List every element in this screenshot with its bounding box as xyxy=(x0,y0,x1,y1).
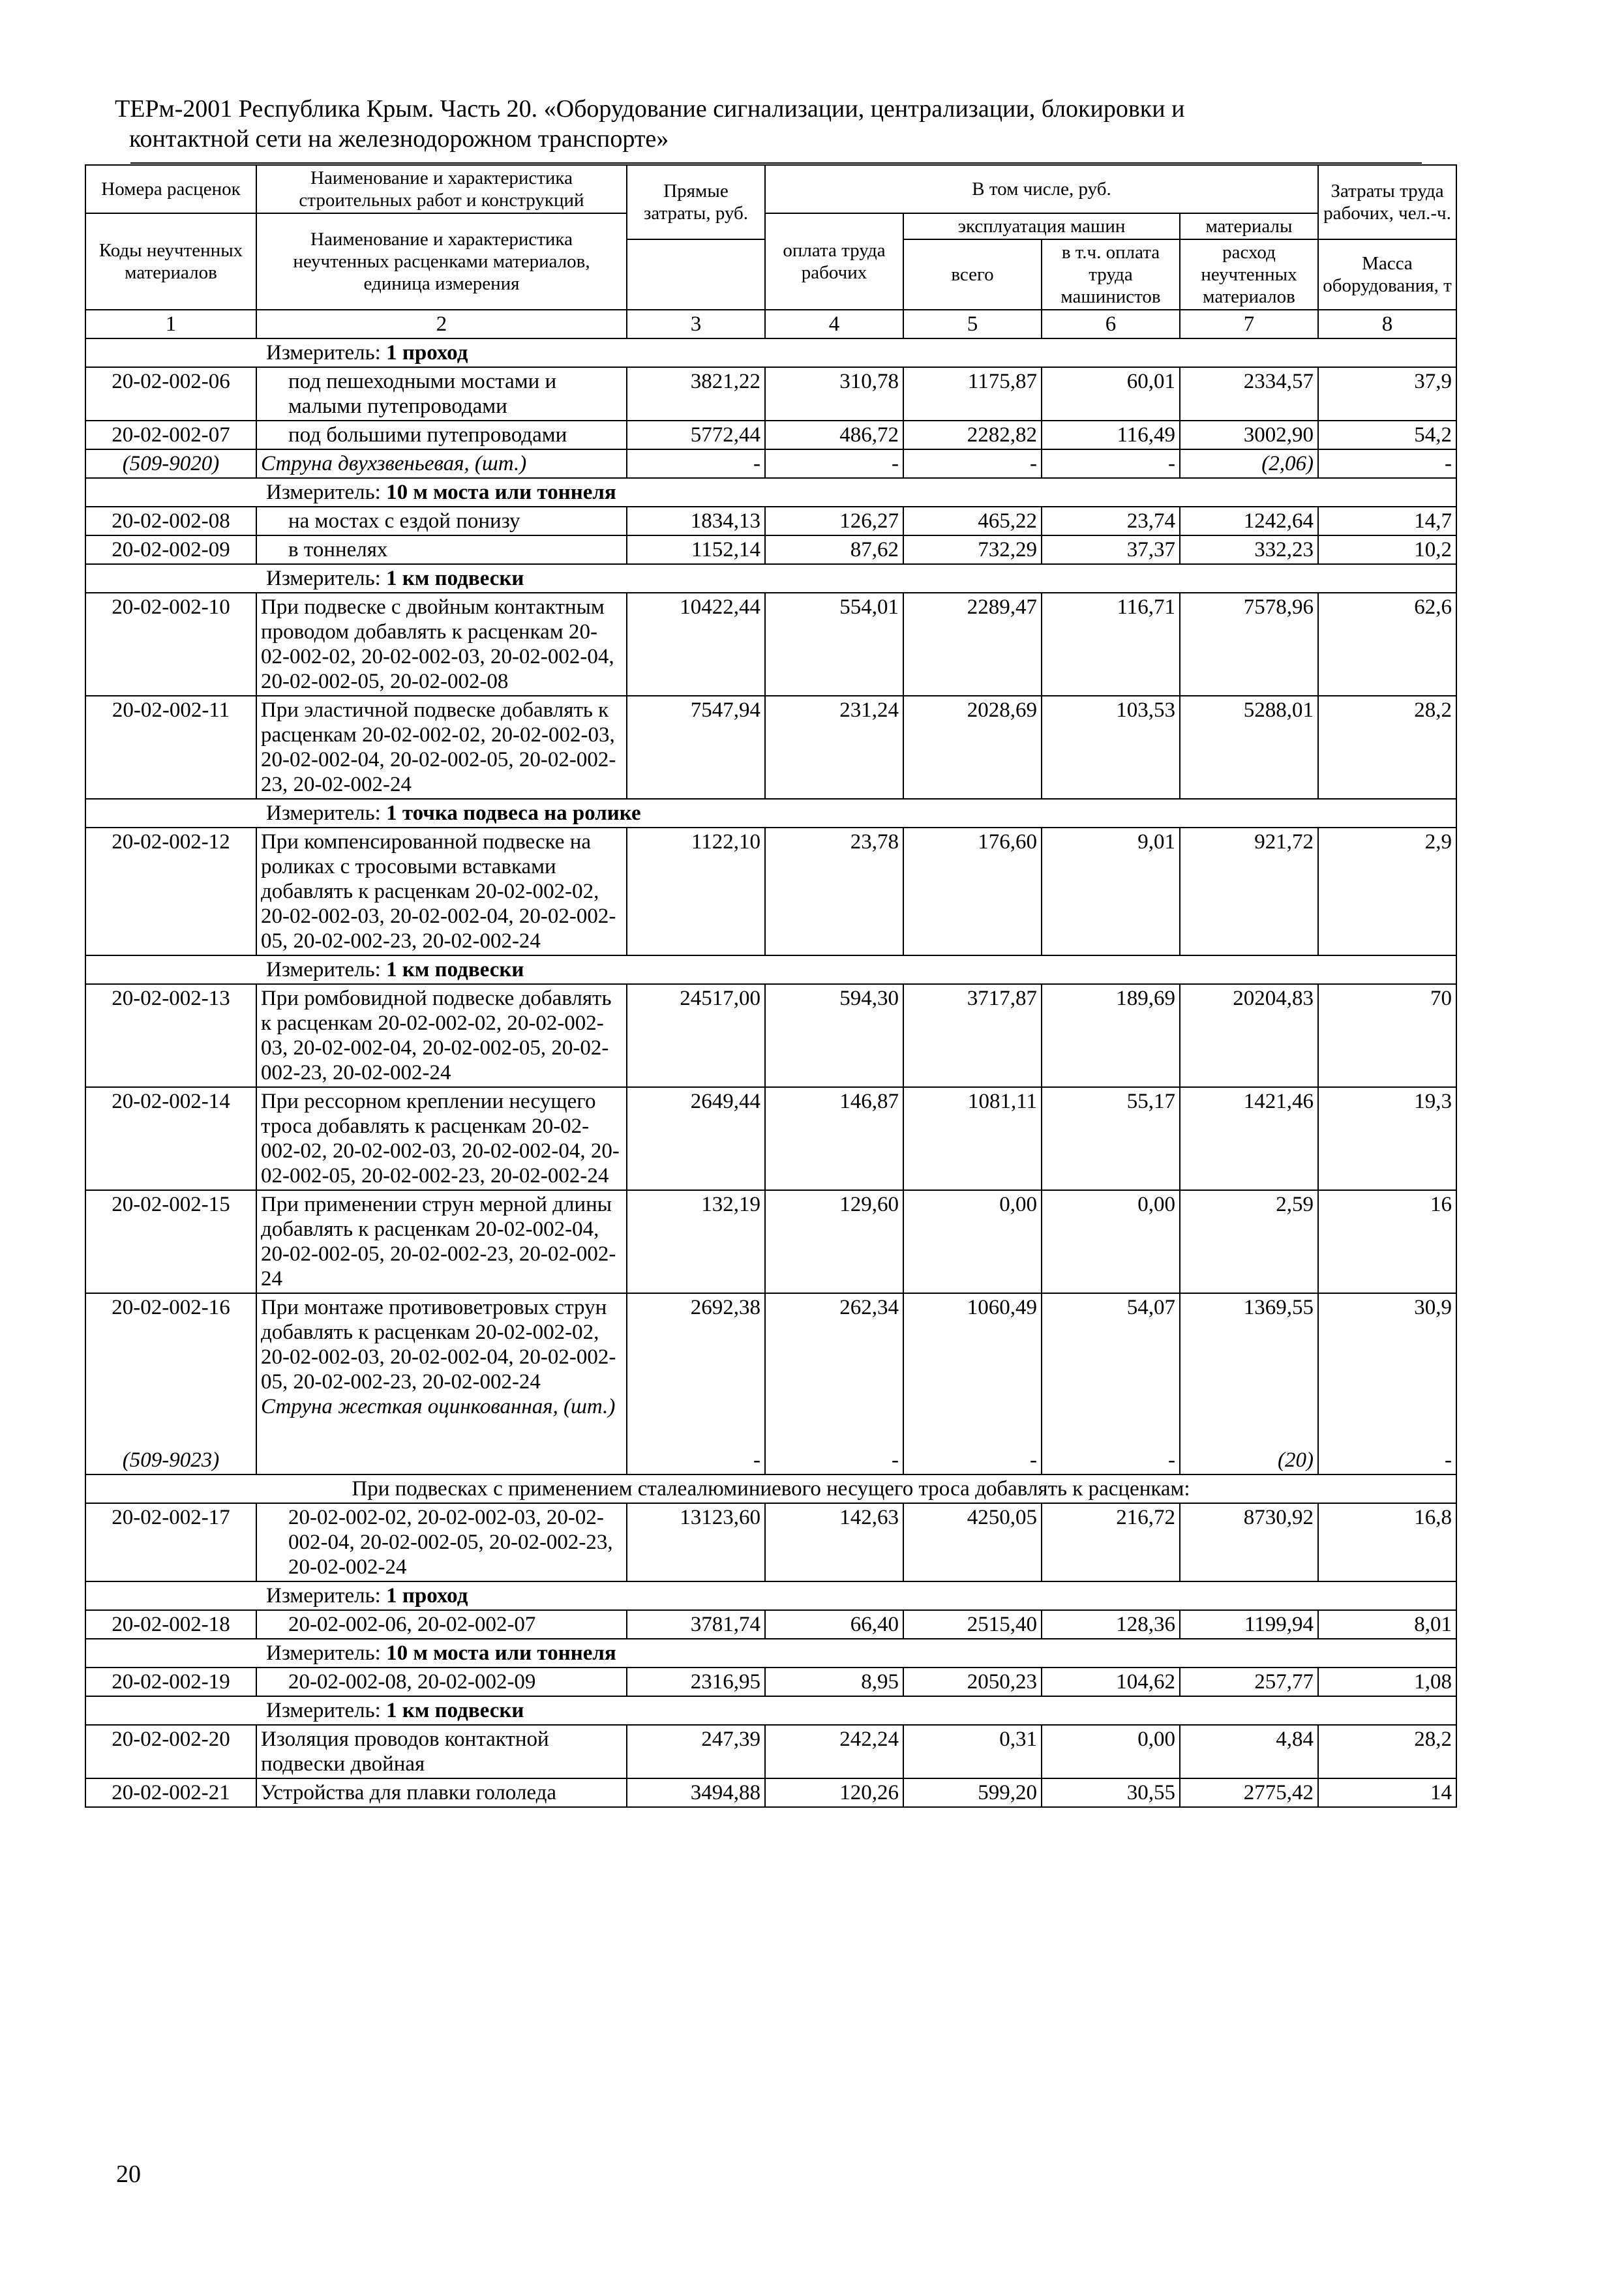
col2-header-top: Наименование и характеристика строительных работ и конструкций xyxy=(256,165,627,213)
rate-code: 20-02-002-11 xyxy=(85,696,256,799)
table-row xyxy=(85,828,1456,955)
material-value: - xyxy=(1168,1448,1175,1472)
table-row xyxy=(85,367,1456,421)
value-c4: 129,60 xyxy=(765,1190,903,1293)
value-c7: 5288,01 xyxy=(1180,696,1318,799)
value-c4: - xyxy=(765,449,903,478)
value-c5: 2028,69 xyxy=(903,696,1042,799)
rate-code: 20-02-002-17 xyxy=(85,1503,256,1581)
value-c8: 28,2 xyxy=(1318,696,1456,799)
value-c8 xyxy=(1318,1293,1456,1474)
table-row xyxy=(85,1503,1456,1581)
value-c3: 1152,14 xyxy=(627,535,765,564)
page-number: 20 xyxy=(116,2161,141,2188)
col-number: 5 xyxy=(903,310,1042,338)
value-c5 xyxy=(903,1293,1042,1474)
value-c4: 146,87 xyxy=(765,1087,903,1190)
value-c6: - xyxy=(1042,449,1180,478)
rate-name: на мостах с ездой понизу xyxy=(256,507,627,535)
value-c8: 16,8 xyxy=(1318,1503,1456,1581)
table-row xyxy=(85,1293,1456,1474)
value-c6: 216,72 xyxy=(1042,1503,1180,1581)
rate-code: 20-02-002-18 xyxy=(85,1610,256,1639)
value-c8: 1,08 xyxy=(1318,1668,1456,1696)
value-c6: 116,49 xyxy=(1042,421,1180,449)
measure-row xyxy=(85,799,1456,828)
measure-row xyxy=(85,1581,1456,1610)
measure-unit: 1 км подвески xyxy=(386,567,524,590)
rate-name: в тоннелях xyxy=(256,535,627,564)
measure-row xyxy=(85,564,1456,593)
col1-header-bottom: Коды неучтенных материалов xyxy=(85,213,256,310)
value-c3: 1122,10 xyxy=(627,828,765,955)
col-number: 4 xyxy=(765,310,903,338)
value-c4: 310,78 xyxy=(765,367,903,421)
value-c4: 486,72 xyxy=(765,421,903,449)
col-number: 7 xyxy=(1180,310,1318,338)
value-c6: 128,36 xyxy=(1042,1610,1180,1639)
document-title xyxy=(115,94,1445,154)
value-c3: 7547,94 xyxy=(627,696,765,799)
rate-code: 20-02-002-08 xyxy=(85,507,256,535)
measure-label: Измеритель: xyxy=(266,1584,387,1608)
value-c5: 3717,87 xyxy=(903,984,1042,1087)
rate-name-value: При монтаже противоветровых струн добавлять к расценкам 20-02-002-02, 20-02-002-03, 20-02-002-04, 20-02-002-05, 20-02-002-23, 20-02-002-24 xyxy=(261,1296,616,1394)
rate-code: 20-02-002-14 xyxy=(85,1087,256,1190)
measure-label: Измеритель: xyxy=(266,1699,387,1722)
rate-value: 2692,38 xyxy=(690,1296,760,1319)
col3-header-spacer xyxy=(627,239,765,310)
materials-header: материалы xyxy=(1180,213,1318,239)
value-c3 xyxy=(627,1293,765,1474)
value-c3: 2316,95 xyxy=(627,1668,765,1696)
table-row xyxy=(85,1087,1456,1190)
rate-name: При рессорном креплении несущего троса добавлять к расценкам 20-02-002-02, 20-02-002-03, 20-02-002-04, 20-02-002-05, 20-02-002-23, 20-02-002-24 xyxy=(256,1087,627,1190)
value-c7: (2,06) xyxy=(1180,449,1318,478)
value-c7: 1199,94 xyxy=(1180,1610,1318,1639)
value-c6 xyxy=(1042,1293,1180,1474)
group-header: В том числе, руб. xyxy=(765,165,1318,213)
rate-code: 20-02-002-06 xyxy=(85,367,256,421)
value-c4: 242,24 xyxy=(765,1725,903,1778)
col5-header: всего xyxy=(903,239,1042,310)
col4-header: оплата труда рабочих xyxy=(765,213,903,310)
value-c5: 0,31 xyxy=(903,1725,1042,1778)
value-c5: 2515,40 xyxy=(903,1610,1042,1639)
value-c8: 70 xyxy=(1318,984,1456,1087)
measure-row xyxy=(85,955,1456,984)
value-c8: 8,01 xyxy=(1318,1610,1456,1639)
value-c4: 120,26 xyxy=(765,1778,903,1807)
measure-unit: 1 точка подвеса на ролике xyxy=(386,801,641,825)
rate-name: 20-02-002-08, 20-02-002-09 xyxy=(256,1668,627,1696)
value-c3: 3781,74 xyxy=(627,1610,765,1639)
material-value: - xyxy=(753,1448,760,1472)
rate-name: При эластичной подвеске добавлять к расценкам 20-02-002-02, 20-02-002-03, 20-02-002-04, 20-02-002-05, 20-02-002-23, 20-02-002-24 xyxy=(256,696,627,799)
measure-cell xyxy=(85,799,1456,828)
table-row xyxy=(85,696,1456,799)
rate-name xyxy=(256,1293,627,1474)
measure-row xyxy=(85,1696,1456,1725)
col8-header-top: Затраты труда рабочих, чел.-ч. xyxy=(1318,165,1456,239)
value-c8: 54,2 xyxy=(1318,421,1456,449)
value-c8: 10,2 xyxy=(1318,535,1456,564)
table-row xyxy=(85,535,1456,564)
value-c4: 142,63 xyxy=(765,1503,903,1581)
measure-row xyxy=(85,1639,1456,1668)
rates-table xyxy=(85,164,1457,1808)
value-c3: 132,19 xyxy=(627,1190,765,1293)
rate-name: При ромбовидной подвеске добавлять к расценкам 20-02-002-02, 20-02-002-03, 20-02-002-04, 20-02-002-05, 20-02-002-23, 20-02-002-24 xyxy=(256,984,627,1087)
col1-header-top: Номера расценок xyxy=(85,165,256,213)
material-value: (20) xyxy=(1278,1448,1314,1472)
table-row xyxy=(85,1778,1456,1807)
value-c6: 189,69 xyxy=(1042,984,1180,1087)
table-row xyxy=(85,593,1456,696)
rate-code-value: 20-02-002-16 xyxy=(112,1296,230,1319)
measure-label: Измеритель: xyxy=(266,801,387,825)
value-c7: 20204,83 xyxy=(1180,984,1318,1087)
value-c5: 1175,87 xyxy=(903,367,1042,421)
title-line-1: ТЕРм-2001 Республика Крым. Часть 20. «Оборудование сигнализации, централизации, блокировки и xyxy=(115,95,1185,123)
rate-code: 20-02-002-19 xyxy=(85,1668,256,1696)
value-c7: 7578,96 xyxy=(1180,593,1318,696)
rate-code: 20-02-002-09 xyxy=(85,535,256,564)
value-c5: 176,60 xyxy=(903,828,1042,955)
measure-row xyxy=(85,478,1456,507)
col-number: 1 xyxy=(85,310,256,338)
rate-name: При применении струн мерной длины добавлять к расценкам 20-02-002-04, 20-02-002-05, 20-02-002-23, 20-02-002-24 xyxy=(256,1190,627,1293)
value-c6: 9,01 xyxy=(1042,828,1180,955)
section-row xyxy=(85,1474,1456,1503)
measure-unit: 1 км подвески xyxy=(386,958,524,981)
measure-cell xyxy=(85,564,1456,593)
material-value: - xyxy=(1445,1448,1452,1472)
rate-name: Струна двухзвеньевая, (шт.) xyxy=(256,449,627,478)
value-c7: 921,72 xyxy=(1180,828,1318,955)
rate-value: 262,34 xyxy=(839,1296,899,1319)
value-c3: 1834,13 xyxy=(627,507,765,535)
table-row xyxy=(85,507,1456,535)
value-c5: 1081,11 xyxy=(903,1087,1042,1190)
measure-cell xyxy=(85,478,1456,507)
rate-code: (509-9020) xyxy=(85,449,256,478)
measure-label: Измеритель: xyxy=(266,481,387,504)
measure-cell xyxy=(85,955,1456,984)
value-c6: 0,00 xyxy=(1042,1725,1180,1778)
value-c7: 1242,64 xyxy=(1180,507,1318,535)
value-c7: 2334,57 xyxy=(1180,367,1318,421)
rate-code: 20-02-002-21 xyxy=(85,1778,256,1807)
measure-unit: 1 проход xyxy=(386,341,468,365)
col-number: 8 xyxy=(1318,310,1456,338)
rate-code: 20-02-002-12 xyxy=(85,828,256,955)
measure-unit: 10 м моста или тоннеля xyxy=(386,481,616,504)
title-underline xyxy=(130,162,1422,164)
measure-cell xyxy=(85,1639,1456,1668)
value-c7: 3002,90 xyxy=(1180,421,1318,449)
value-c4: 231,24 xyxy=(765,696,903,799)
value-c6: 60,01 xyxy=(1042,367,1180,421)
value-c7: 4,84 xyxy=(1180,1725,1318,1778)
value-c7 xyxy=(1180,1293,1318,1474)
measure-cell xyxy=(85,1696,1456,1725)
value-c3: 13123,60 xyxy=(627,1503,765,1581)
rate-code: 20-02-002-07 xyxy=(85,421,256,449)
section-heading: При подвесках с применением сталеалюминиевого несущего троса добавлять к расценкам: xyxy=(85,1474,1456,1503)
value-c4: 23,78 xyxy=(765,828,903,955)
value-c8: 28,2 xyxy=(1318,1725,1456,1778)
value-c3: 3821,22 xyxy=(627,367,765,421)
value-c5: 0,00 xyxy=(903,1190,1042,1293)
value-c3: 10422,44 xyxy=(627,593,765,696)
col7-header: расход неучтенных материалов xyxy=(1180,239,1318,310)
value-c5: 732,29 xyxy=(903,535,1042,564)
material-value: - xyxy=(1030,1448,1037,1472)
measure-label: Измеритель: xyxy=(266,1641,387,1665)
value-c6: 104,62 xyxy=(1042,1668,1180,1696)
value-c4: 66,40 xyxy=(765,1610,903,1639)
value-c3: 3494,88 xyxy=(627,1778,765,1807)
value-c8: 2,9 xyxy=(1318,828,1456,955)
value-c5: - xyxy=(903,449,1042,478)
material-code: (509-9023) xyxy=(122,1448,220,1472)
value-c8: 37,9 xyxy=(1318,367,1456,421)
col-number: 6 xyxy=(1042,310,1180,338)
value-c6: 30,55 xyxy=(1042,1778,1180,1807)
value-c3: 5772,44 xyxy=(627,421,765,449)
measure-label: Измеритель: xyxy=(266,567,387,590)
table-row xyxy=(85,1190,1456,1293)
value-c7: 332,23 xyxy=(1180,535,1318,564)
value-c6: 37,37 xyxy=(1042,535,1180,564)
material-row xyxy=(85,449,1456,478)
value-c7: 2,59 xyxy=(1180,1190,1318,1293)
value-c5: 4250,05 xyxy=(903,1503,1042,1581)
rate-name: 20-02-002-06, 20-02-002-07 xyxy=(256,1610,627,1639)
rate-code: 20-02-002-10 xyxy=(85,593,256,696)
machines-header: эксплуатация машин xyxy=(903,213,1180,239)
rate-code: 20-02-002-20 xyxy=(85,1725,256,1778)
measure-label: Измеритель: xyxy=(266,958,387,981)
material-value: - xyxy=(892,1448,899,1472)
table-row xyxy=(85,1610,1456,1639)
value-c5: 2289,47 xyxy=(903,593,1042,696)
value-c3: 24517,00 xyxy=(627,984,765,1087)
value-c3: 2649,44 xyxy=(627,1087,765,1190)
value-c6: 116,71 xyxy=(1042,593,1180,696)
value-c6: 0,00 xyxy=(1042,1190,1180,1293)
value-c4: 8,95 xyxy=(765,1668,903,1696)
measure-row xyxy=(85,338,1456,367)
rate-value: 1060,49 xyxy=(967,1296,1037,1319)
rate-value: 1369,55 xyxy=(1243,1296,1314,1319)
value-c5: 599,20 xyxy=(903,1778,1042,1807)
measure-cell xyxy=(85,338,1456,367)
rate-value: 30,9 xyxy=(1414,1296,1452,1319)
measure-unit: 10 м моста или тоннеля xyxy=(386,1641,616,1665)
title-line-2: контактной сети на железнодорожном транспорте» xyxy=(129,125,669,153)
col-number: 2 xyxy=(256,310,627,338)
value-c8: - xyxy=(1318,449,1456,478)
value-c6: 23,74 xyxy=(1042,507,1180,535)
value-c5: 2050,23 xyxy=(903,1668,1042,1696)
value-c3: 247,39 xyxy=(627,1725,765,1778)
rate-name: 20-02-002-02, 20-02-002-03, 20-02-002-04, 20-02-002-05, 20-02-002-23, 20-02-002-24 xyxy=(256,1503,627,1581)
table-row xyxy=(85,421,1456,449)
rate-name: под пешеходными мостами и малыми путепроводами xyxy=(256,367,627,421)
rate-name: При подвеске с двойным контактным проводом добавлять к расценкам 20-02-002-02, 20-02-002-03, 20-02-002-04, 20-02-002-05, 20-02-002-08 xyxy=(256,593,627,696)
rate-value: 54,07 xyxy=(1126,1296,1175,1319)
value-c7: 8730,92 xyxy=(1180,1503,1318,1581)
col6-header: в т.ч. оплата труда машинистов xyxy=(1042,239,1180,310)
value-c7: 1421,46 xyxy=(1180,1087,1318,1190)
value-c8: 14 xyxy=(1318,1778,1456,1807)
value-c7: 2775,42 xyxy=(1180,1778,1318,1807)
value-c6: 55,17 xyxy=(1042,1087,1180,1190)
rate-code: 20-02-002-13 xyxy=(85,984,256,1087)
col-number: 3 xyxy=(627,310,765,338)
value-c4: 87,62 xyxy=(765,535,903,564)
value-c3: - xyxy=(627,449,765,478)
rate-name: При компенсированной подвеске на роликах с тросовыми вставками добавлять к расценкам 20-02-002-02, 20-02-002-03, 20-02-002-04, 20-02-002-05, 20-02-002-23, 20-02-002-24 xyxy=(256,828,627,955)
rate-name: Изоляция проводов контактной подвески двойная xyxy=(256,1725,627,1778)
value-c5: 465,22 xyxy=(903,507,1042,535)
value-c7: 257,77 xyxy=(1180,1668,1318,1696)
value-c8: 16 xyxy=(1318,1190,1456,1293)
col2-header-bottom: Наименование и характеристика неучтенных расценками материалов, единица измерения xyxy=(256,213,627,310)
table-row xyxy=(85,984,1456,1087)
table-row xyxy=(85,1668,1456,1696)
measure-label: Измеритель: xyxy=(266,341,387,365)
col8-header-bottom: Масса оборудования, т xyxy=(1318,239,1456,310)
measure-cell xyxy=(85,1581,1456,1610)
value-c6: 103,53 xyxy=(1042,696,1180,799)
value-c4 xyxy=(765,1293,903,1474)
value-c4: 594,30 xyxy=(765,984,903,1087)
value-c4: 126,27 xyxy=(765,507,903,535)
value-c4: 554,01 xyxy=(765,593,903,696)
rate-code: 20-02-002-15 xyxy=(85,1190,256,1293)
measure-unit: 1 км подвески xyxy=(386,1699,524,1722)
value-c8: 19,3 xyxy=(1318,1087,1456,1190)
value-c8: 62,6 xyxy=(1318,593,1456,696)
value-c8: 14,7 xyxy=(1318,507,1456,535)
table-row xyxy=(85,1725,1456,1778)
material-name: Струна жесткая оцинкованная, (шт.) xyxy=(261,1395,616,1418)
value-c5: 2282,82 xyxy=(903,421,1042,449)
measure-unit: 1 проход xyxy=(386,1584,468,1608)
rate-code xyxy=(85,1293,256,1474)
col3-header: Прямые затраты, руб. xyxy=(627,165,765,239)
rate-name: Устройства для плавки гололеда xyxy=(256,1778,627,1807)
rate-name: под большими путепроводами xyxy=(256,421,627,449)
